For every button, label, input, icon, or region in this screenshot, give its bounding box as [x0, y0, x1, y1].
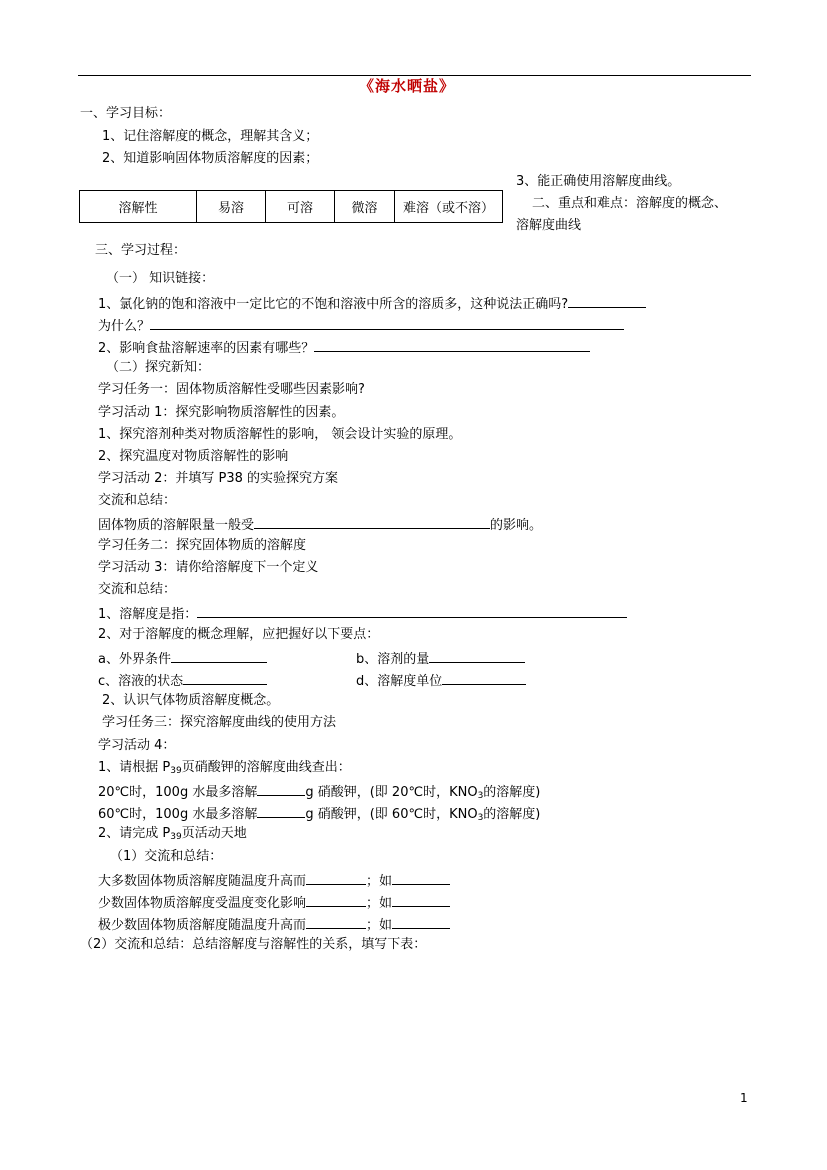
answer-blank[interactable] — [392, 915, 450, 929]
goals-heading: 一、学习目标： — [80, 106, 172, 121]
task-1: 学习任务一：固体物质溶解性受哪些因素影响? — [98, 382, 365, 397]
table-row — [80, 191, 503, 223]
key-points: 2、对于溶解度的概念理解，应把握好以下要点： — [98, 627, 380, 642]
answer-blank[interactable] — [568, 294, 646, 308]
table-cell: 微溶 — [335, 191, 395, 223]
answer-blank[interactable] — [392, 871, 450, 885]
activity-2: 学习活动 2：并填写 P38 的实验探究方案 — [98, 471, 339, 486]
question-2: 2、影响食盐溶解速率的因素有哪些？ — [98, 338, 590, 357]
trend-most: 大多数固体物质溶解度随温度升高而 ；如 — [98, 871, 450, 890]
summary-2: 交流和总结： — [98, 582, 177, 597]
activity-1: 学习活动 1：探究影响物质溶解性的因素。 — [98, 405, 345, 420]
answer-blank[interactable] — [197, 604, 627, 618]
goal-item-1: 1、记住溶解度的概念，理解其含义； — [102, 129, 319, 144]
process-heading: 三、学习过程： — [95, 243, 187, 258]
activity-1-item-1: 1、探究溶剂种类对物质溶解性的影响， 领会设计实验的原理。 — [98, 427, 462, 442]
curve-lookup: 1、请根据 $P_{39}$页硝酸钾的溶解度曲线查出： — [98, 760, 351, 776]
table-cell: 易溶 — [197, 191, 266, 223]
task-2: 学习任务二：探究固体物质的溶解度 — [98, 538, 307, 553]
table-cell: 难溶（或不溶） — [395, 191, 503, 223]
limit-statement: 固体物质的溶解限量一般受 的影响。 — [98, 515, 542, 534]
activity-3: 学习活动 3：请你给溶解度下一个定义 — [98, 560, 319, 575]
question-1: 1、氯化钠的饱和溶液中一定比它的不饱和溶液中所含的溶质多，这种说法正确吗? — [98, 294, 646, 313]
page-number: 1 — [740, 1091, 748, 1105]
gas-solubility: 2、认识气体物质溶解度概念。 — [102, 693, 280, 708]
answer-blank[interactable] — [150, 316, 624, 330]
point-d: d、溶解度单位 — [356, 671, 526, 690]
table-cell: 可溶 — [266, 191, 335, 223]
answer-blank[interactable] — [171, 649, 267, 663]
point-a: a、外界条件 — [98, 649, 267, 668]
answer-blank[interactable] — [392, 893, 450, 907]
point-b: b、溶剂的量 — [356, 649, 525, 668]
complete-activity: 2、请完成 $P_{39}$页活动天地 — [98, 826, 247, 842]
summary-1: 交流和总结： — [98, 493, 177, 508]
solubility-table — [79, 190, 503, 223]
answer-blank[interactable] — [442, 671, 526, 685]
answer-blank[interactable] — [429, 649, 525, 663]
solubility-60c: 60℃时，100g 水最多溶解 g 硝酸钾，(即 60℃时，$KNO_3$的溶解度) — [98, 804, 540, 826]
answer-blank[interactable] — [314, 338, 590, 352]
keypoints-line-1: 二、重点和难点：溶解度的概念、 — [532, 196, 728, 211]
trend-rare: 极少数固体物质溶解度随温度升高而 ；如 — [98, 915, 450, 934]
header-rule — [78, 75, 751, 76]
subheading-2: （2）交流和总结：总结溶解度与溶解性的关系，填写下表： — [80, 937, 427, 952]
answer-blank[interactable] — [306, 871, 366, 885]
answer-blank[interactable] — [306, 893, 366, 907]
page-title: 《海水晒盐》 — [359, 77, 456, 95]
answer-blank[interactable] — [257, 804, 305, 818]
trend-few: 少数固体物质溶解度受温度变化影响 ；如 — [98, 893, 450, 912]
answer-blank[interactable] — [257, 782, 305, 796]
goal-item-2: 2、知道影响固体物质溶解度的因素； — [102, 151, 319, 166]
task-3: 学习任务三：探究溶解度曲线的使用方法 — [102, 715, 337, 730]
activity-1-item-2: 2、探究温度对物质溶解性的影响 — [98, 449, 289, 464]
table-cell: 溶解性 — [80, 191, 197, 223]
point-c: c、溶液的状态 — [98, 671, 267, 690]
solubility-20c: 20℃时，100g 水最多溶解 g 硝酸钾，(即 20℃时，$KNO_3$的溶解度) — [98, 782, 540, 804]
answer-blank[interactable] — [183, 671, 267, 685]
definition: 1、溶解度是指： — [98, 604, 627, 623]
question-1-why: 为什么？ — [98, 316, 624, 335]
answer-blank[interactable] — [306, 915, 366, 929]
link-heading: （一） 知识链接： — [106, 271, 215, 286]
goal-item-3: 3、能正确使用溶解度曲线。 — [516, 174, 681, 189]
subheading-1: （1）交流和总结： — [110, 849, 223, 864]
explore-heading: （二）探究新知： — [106, 360, 211, 375]
activity-4: 学习活动 4： — [98, 738, 176, 753]
answer-blank[interactable] — [254, 515, 490, 529]
keypoints-line-2: 溶解度曲线 — [516, 218, 582, 233]
